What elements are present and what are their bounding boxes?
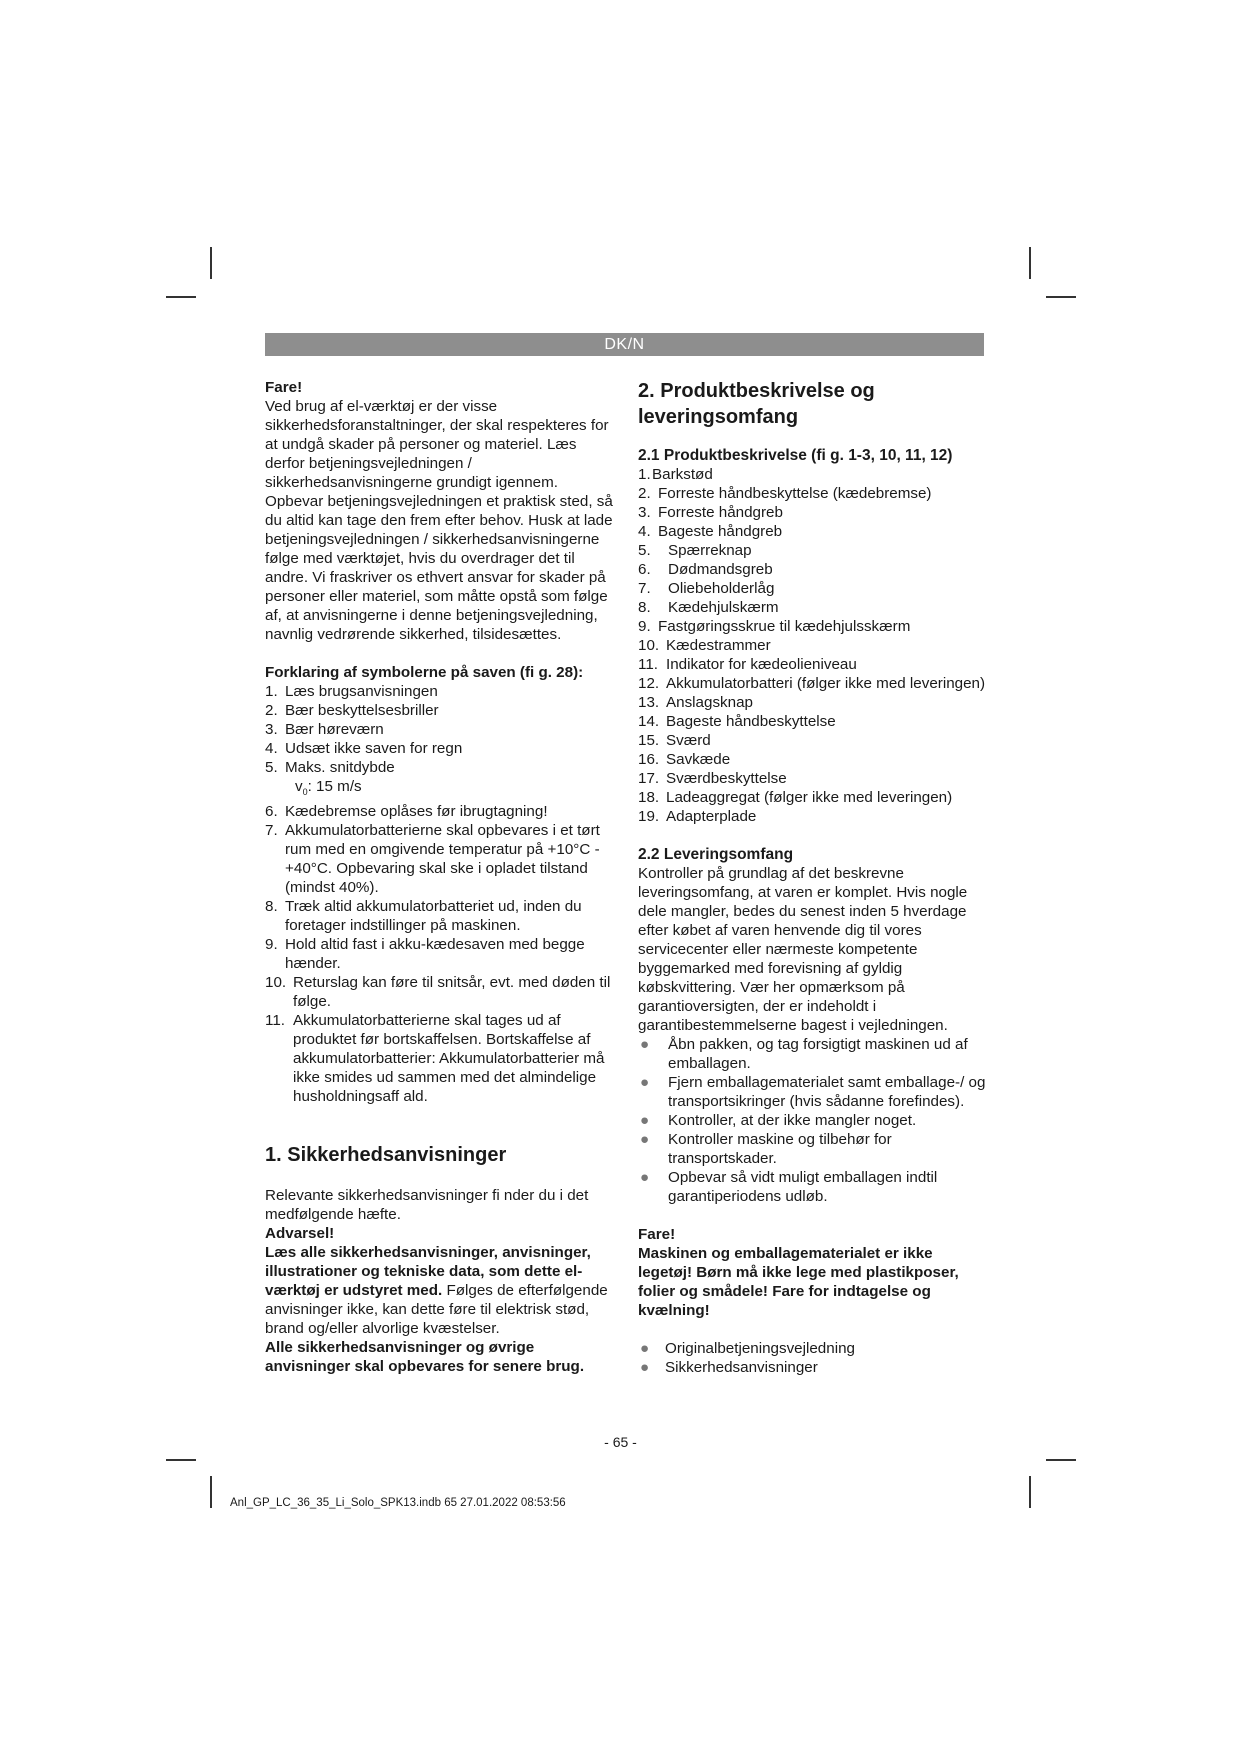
- list-item: 5. Spærreknap: [638, 542, 752, 559]
- section-1-title: 1. Sikkerhedsanvisninger: [265, 1144, 507, 1167]
- advarsel-title: Advarsel!: [265, 1225, 335, 1243]
- list-item: 9. Fastgøringsskrue til kædehjulsskærm: [638, 618, 911, 635]
- documents-list: [638, 1339, 986, 1377]
- list-item: 3. Forreste håndgreb: [638, 504, 783, 521]
- fare-title: Fare!: [638, 1226, 676, 1243]
- symbols-title: Forklaring af symbolerne på saven (fi g. 28):: [265, 664, 584, 681]
- list-item: 10. Kædestrammer: [638, 637, 771, 654]
- warning-text: Ved brug af el-værktøj er der visse sikkerhedsforanstaltninger, der skal respekteres for at undgå skader på personer og materiel. Læs derfor betjeningsvejledningen / sikkerhedsanvisningerne grundigt igennem. Opbevar betjeningsvejledningen et praktisk sted, så du altid kan tage den frem efter behov. Husk at lade betjeningsvejledningen / sikkerhedsanvisningerne følge med værktøjet, hvis du overdrager det til andre. Vi fraskriver os ethvert ansvar for skader på personer eller materiel, som måtte opstå som følge af, at anvisningerne i denne betjeningsvejledning, navnlig vedrørende sikkerhed, tilsidesættes.: [265, 398, 613, 643]
- warning-title: Fare!: [265, 379, 303, 396]
- subsection-2-2-text: Kontroller på grundlag af det beskrevne leveringsomfang, at varen er komplet. Hvis nogle dele mangler, bedes du senest inden 5 hverdage efter købet af varen henvende dig til vores servicecenter eller nærmeste kompetente byggemarked med forevisning af gyldig købskvittering. Vær her opmærksom på garantioversigten, der er indeholdt i garantibestemmelserne bagest i vejledningen.: [638, 865, 968, 1034]
- list-item: 6. Kædebremse oplåses før ibrugtagning!: [265, 803, 548, 821]
- list-item: ● Kontroller maskine og tilbehør for transportskader.: [640, 1131, 892, 1167]
- list-item: 19. Adapterplade: [638, 808, 757, 825]
- symbols-list: [265, 682, 613, 777]
- list-item: ● Sikkerhedsanvisninger: [640, 1359, 818, 1376]
- unpacking-list: [638, 1035, 986, 1206]
- list-item: 3. Bær høreværn: [265, 721, 384, 738]
- page-number: - 65 -: [604, 1434, 637, 1450]
- list-item: 8. Kædehjulskærm: [638, 599, 779, 616]
- list-item: 18. Ladeaggregat (følger ikke med leveringen): [638, 789, 953, 806]
- crop-mark: [210, 1476, 212, 1508]
- list-item: 1. Læs brugsanvisningen: [265, 683, 438, 700]
- advarsel-text: Læs alle sikkerhedsanvisninger, anvisninger, illustrationer og tekniske data, som dette el-værktøj er udstyret med. Følges de efterfølgende anvisninger ikke, kan dette føre til elektrisk stød, brand og/eller alvorlige kvæstelser.: [265, 1244, 608, 1338]
- parts-list: [638, 465, 986, 826]
- right-column: [638, 378, 986, 1377]
- list-item: 4. Udsæt ikke saven for regn: [265, 740, 463, 757]
- section-2-title: 2. Produktbeskrivelse og leveringsomfang: [638, 380, 875, 428]
- list-item: 6. Dødmandsgreb: [638, 561, 773, 578]
- list-item: 16. Savkæde: [638, 751, 731, 768]
- list-item: ● Åbn pakken, og tag forsigtigt maskinen ud af emballagen.: [640, 1036, 968, 1072]
- list-item: 15. Sværd: [638, 732, 711, 749]
- crop-mark: [166, 296, 196, 298]
- crop-mark: [1029, 1476, 1031, 1508]
- list-item: 2. Forreste håndbeskyttelse (kædebremse): [638, 485, 932, 502]
- crop-mark: [1046, 1459, 1076, 1461]
- crop-mark: [1046, 296, 1076, 298]
- list-item: 5. Maks. snitdybde: [265, 759, 395, 776]
- list-item: 17. Sværdbeskyttelse: [638, 770, 787, 787]
- language-header: DK/N: [265, 333, 984, 356]
- left-column: [265, 378, 613, 1376]
- subsection-2-2-title: 2.2 Leveringsomfang: [638, 846, 794, 863]
- crop-mark: [1029, 247, 1031, 279]
- list-item: 4. Bageste håndgreb: [638, 523, 783, 540]
- list-item: 2. Bær beskyttelsesbriller: [265, 702, 439, 719]
- list-item: 11. Indikator for kædeolieniveau: [638, 656, 857, 673]
- list-item: ● Opbevar så vidt muligt emballagen indtil garantiperiodens udløb.: [640, 1169, 938, 1205]
- list-item: 10. Returslag kan føre til snitsår, evt. med døden til følge.: [265, 974, 611, 1011]
- subsection-2-1-title: 2.1 Produktbeskrivelse (fi g. 1-3, 10, 11, 12): [638, 447, 953, 464]
- crop-mark: [166, 1459, 196, 1461]
- list-item: ● Originalbetjeningsvejledning: [640, 1340, 855, 1357]
- advarsel-note: Alle sikkerhedsanvisninger og øvrige anvisninger skal opbevares for senere brug.: [265, 1339, 585, 1376]
- list-item: 7. Oliebeholderlåg: [638, 580, 775, 597]
- list-item: ● Fjern emballagematerialet samt emballage-/ og transportsikringer (hvis sådanne forefindes).: [640, 1074, 986, 1110]
- list-item: 1. Barkstød: [638, 466, 713, 483]
- list-item: 8. Træk altid akkumulatorbatteriet ud, inden du foretager indstillinger på maskinen.: [265, 898, 582, 935]
- list-item: ● Kontroller, at der ikke mangler noget.: [640, 1112, 917, 1129]
- speed-line: $v_0$: 15 m/s: [295, 778, 362, 798]
- list-item: 14. Bageste håndbeskyttelse: [638, 713, 836, 730]
- list-item: 11. Akkumulatorbatterierne skal tages ud af produktet før bortskaffelsen. Bortskaffelse af akkumulatorbatterier: Akkumulatorbatterier må ikke smides ud sammen med det almindelige husholdningsaff ald.: [265, 1012, 605, 1106]
- section-1-intro: Relevante sikkerhedsanvisninger fi nder du i det medfølgende hæfte.: [265, 1187, 589, 1224]
- list-item: 9. Hold altid fast i akku-kædesaven med begge hænder.: [265, 936, 585, 973]
- crop-mark: [210, 247, 212, 279]
- list-item: 13. Anslagsknap: [638, 694, 753, 711]
- list-item: 7. Akkumulatorbatterierne skal opbevares i et tørt rum med en omgivende temperatur på +10°C - +40°C. Opbevaring skal ske i opladet tilstand (mindst 40%).: [265, 822, 600, 897]
- symbols-list-cont: [265, 802, 613, 1106]
- print-slug: Anl_GP_LC_36_35_Li_Solo_SPK13.indb 65 27.01.2022 08:53:56: [230, 1497, 566, 1509]
- list-item: 12. Akkumulatorbatteri (følger ikke med leveringen): [638, 675, 986, 692]
- fare-text: Maskinen og emballagematerialet er ikke legetøj! Børn må ikke lege med plastikposer, folier og smådele! Fare for indtagelse og kvælning!: [638, 1245, 959, 1319]
